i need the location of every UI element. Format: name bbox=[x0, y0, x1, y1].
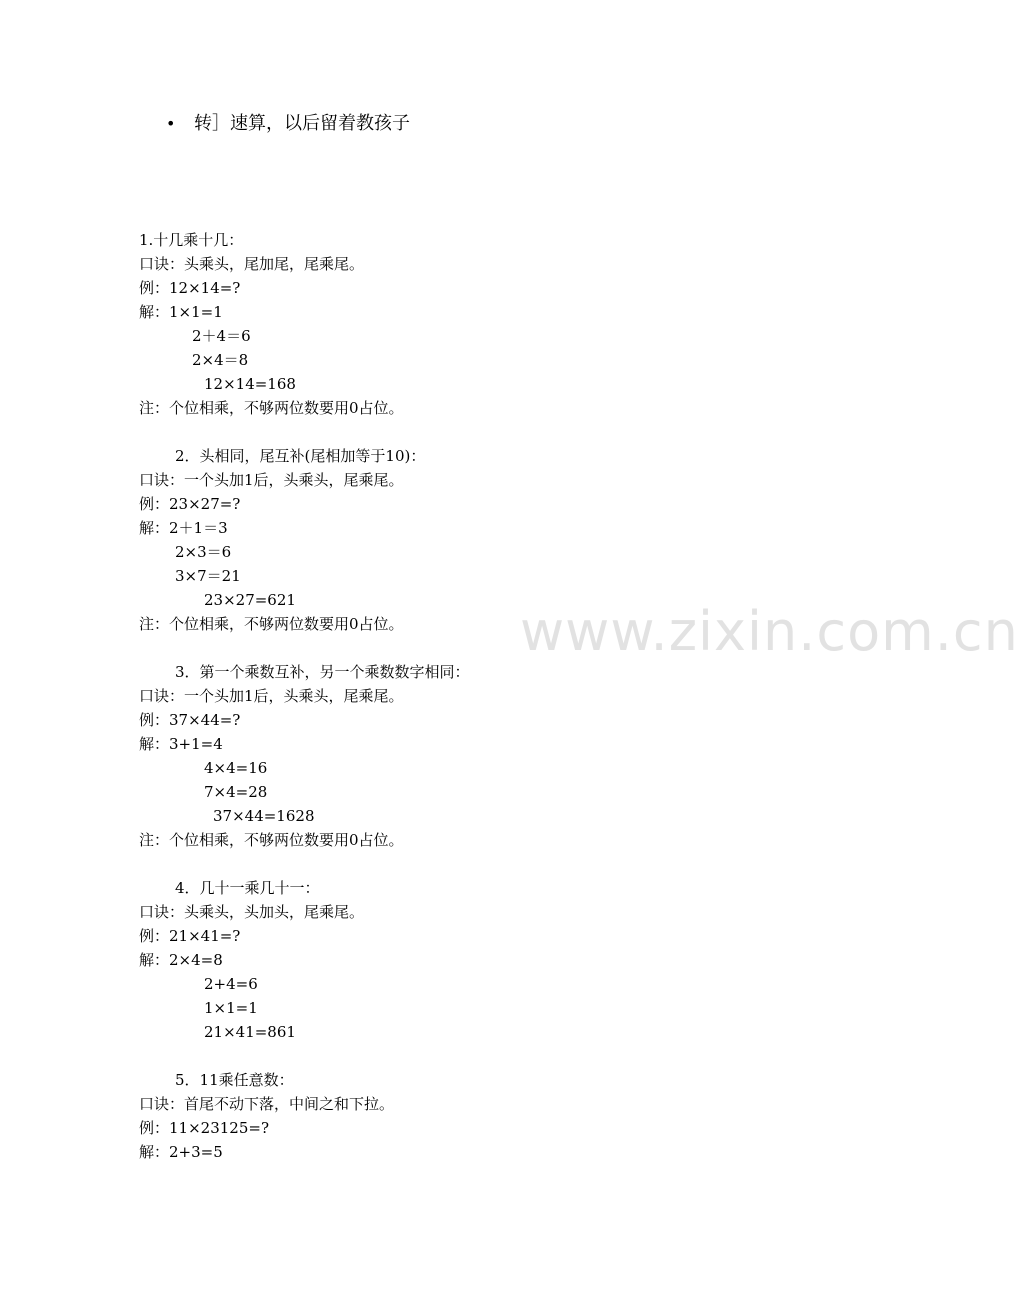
watermark: www.zixin.com.cn bbox=[520, 600, 1019, 663]
solution-step: 2×4＝8 bbox=[192, 351, 249, 369]
section-heading: 3．第一个乘数互补，另一个乘数数字相同： bbox=[175, 663, 470, 681]
bullet-icon: • bbox=[166, 114, 176, 133]
example-line: 例：11×23125=? bbox=[139, 1119, 269, 1137]
solution-result: 21×41=861 bbox=[204, 1023, 296, 1041]
note-line: 注：个位相乘，不够两位数要用0占位。 bbox=[139, 399, 404, 417]
post-title[interactable] bbox=[166, 110, 410, 138]
solution-step: 7×4=28 bbox=[204, 783, 268, 801]
example-line: 例：12×14=? bbox=[139, 279, 241, 297]
section-heading: 5．11乘任意数： bbox=[175, 1071, 294, 1089]
mnemonic-line: 口诀：头乘头，头加头，尾乘尾。 bbox=[139, 903, 365, 921]
solution-step: 2×3＝6 bbox=[175, 543, 232, 561]
solution-result: 12×14=168 bbox=[204, 375, 296, 393]
solution-line: 解：3+1=4 bbox=[139, 735, 223, 753]
mnemonic-line: 口诀：一个头加1后，头乘头，尾乘尾。 bbox=[139, 471, 404, 489]
solution-line: 解：2×4=8 bbox=[139, 951, 223, 969]
mnemonic-line: 口诀：头乘头，尾加尾，尾乘尾。 bbox=[139, 255, 365, 273]
mnemonic-line: 口诀：一个头加1后，头乘头，尾乘尾。 bbox=[139, 687, 404, 705]
solution-result: 23×27=621 bbox=[204, 591, 296, 609]
solution-line: 解：1×1=1 bbox=[139, 303, 223, 321]
example-line: 例：37×44=? bbox=[139, 711, 241, 729]
solution-result: 37×44=1628 bbox=[213, 807, 315, 825]
example-line: 例：23×27=? bbox=[139, 495, 241, 513]
section-heading: 4．几十一乘几十一： bbox=[175, 879, 320, 897]
mnemonic-line: 口诀：首尾不动下落，中间之和下拉。 bbox=[139, 1095, 395, 1113]
note-line: 注：个位相乘，不够两位数要用0占位。 bbox=[139, 831, 404, 849]
section-heading: 1.十几乘十几： bbox=[139, 231, 244, 249]
solution-step: 2＋4＝6 bbox=[192, 327, 251, 345]
solution-step: 4×4=16 bbox=[204, 759, 268, 777]
post-title-text: 转］速算，以后留着教孩子 bbox=[194, 113, 410, 134]
note-line: 注：个位相乘，不够两位数要用0占位。 bbox=[139, 615, 404, 633]
solution-step: 3×7＝21 bbox=[175, 567, 241, 585]
example-line: 例：21×41=? bbox=[139, 927, 241, 945]
solution-line: 解：2+3=5 bbox=[139, 1143, 223, 1161]
solution-step: 1×1=1 bbox=[204, 999, 258, 1017]
solution-line: 解：2＋1＝3 bbox=[139, 519, 228, 537]
section-heading: 2．头相同，尾互补(尾相加等于10)： bbox=[175, 447, 426, 465]
solution-step: 2+4=6 bbox=[204, 975, 258, 993]
